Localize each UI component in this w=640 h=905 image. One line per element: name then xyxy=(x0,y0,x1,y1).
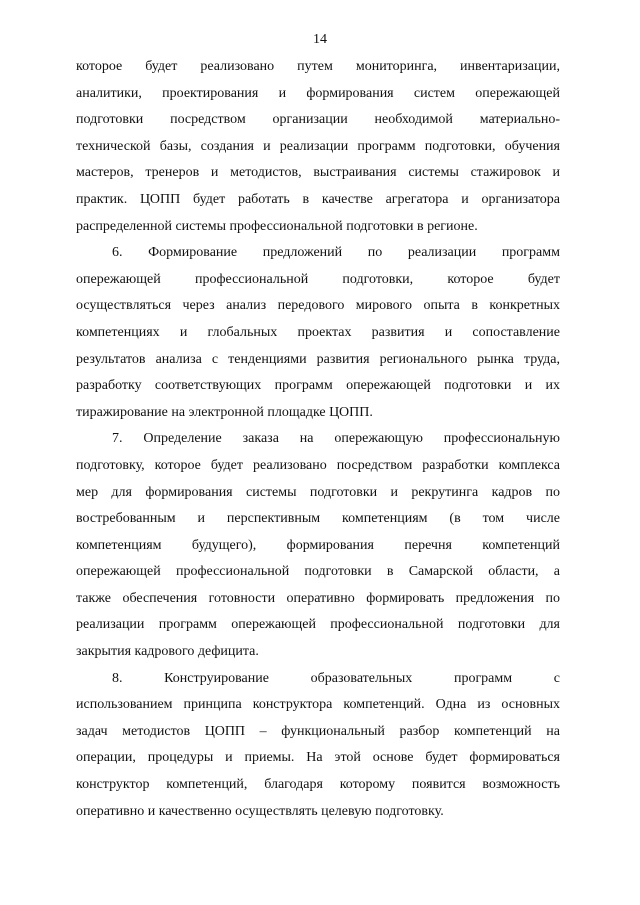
text-line: аналитики, проектирования и формирования систем опережающей xyxy=(76,85,560,101)
text-line: также обеспечения готовности оперативно формировать предложения по xyxy=(76,590,560,606)
page-number: 14 xyxy=(313,32,327,47)
text-line: разработку соответствующих программ опережающей подготовки и их xyxy=(76,378,560,394)
text-line: оперативно и качественно осуществлять целевую подготовку. xyxy=(76,803,444,819)
text-line: осуществляться через анализ передового мирового опыта в конкретных xyxy=(76,298,560,314)
text-line: компетенциям будущего), формирования перечня компетенций xyxy=(76,537,560,553)
text-line: задач методистов ЦОПП – функциональный разбор компетенций на xyxy=(76,723,560,739)
text-line: компетенциях и глобальных проектах развития и сопоставление xyxy=(76,324,560,340)
text-line: опережающей профессиональной подготовки, которое будет xyxy=(76,271,560,287)
text-line: мер для формирования системы подготовки и рекрутинга кадров по xyxy=(76,484,560,500)
text-line: опережающей профессиональной подготовки в Самарской области, а xyxy=(76,564,560,580)
text-line: конструктор компетенций, благодаря которому появится возможность xyxy=(76,777,560,793)
text-line: востребованным и перспективным компетенциям (в том числе xyxy=(76,511,560,527)
text-line: практик. ЦОПП будет работать в качестве агрегатора и организатора xyxy=(76,191,560,207)
text-line: технической базы, создания и реализации программ подготовки, обучения xyxy=(76,138,560,154)
text-line: распределенной системы профессиональной подготовки в регионе. xyxy=(76,218,478,234)
text-line: реализации программ опережающей профессиональной подготовки для xyxy=(76,617,560,633)
text-line: подготовки посредством организации необходимой материально- xyxy=(76,112,560,128)
text-line: использованием принципа конструктора компетенций. Одна из основных xyxy=(76,697,560,713)
text-line: 8. Конструирование образовательных программ с xyxy=(112,670,560,686)
text-line: 7. Определение заказа на опережающую профессиональную xyxy=(112,431,560,447)
text-line: 6. Формирование предложений по реализации программ xyxy=(112,245,560,261)
text-line: операции, процедуры и приемы. На этой основе будет формироваться xyxy=(76,750,560,766)
text-line: подготовку, которое будет реализовано посредством разработки комплекса xyxy=(76,457,560,473)
text-line: закрытия кадрового дефицита. xyxy=(76,644,259,660)
text-line: которое будет реализовано путем мониторинга, инвентаризации, xyxy=(76,59,560,74)
text-line: мастеров, тренеров и методистов, выстраивания системы стажировок и xyxy=(76,165,560,181)
text-line: тиражирование на электронной площадке ЦОПП. xyxy=(76,404,373,420)
document-body xyxy=(76,54,560,825)
text-line: результатов анализа с тенденциями развития регионального рынка труда, xyxy=(76,351,560,367)
